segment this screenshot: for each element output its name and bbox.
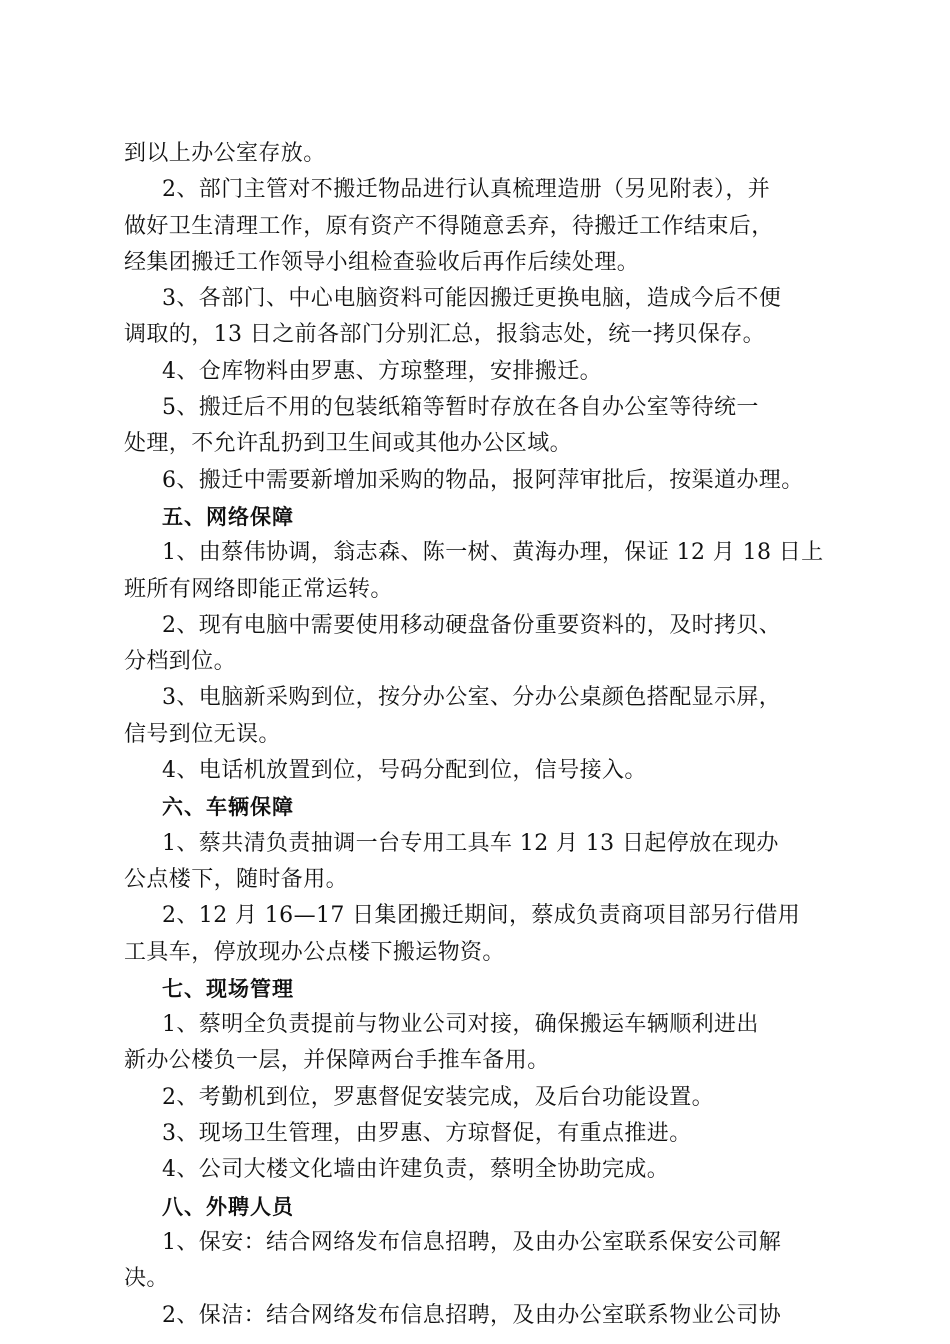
paragraph-line: 1、蔡明全负责提前与物业公司对接，确保搬运车辆顺利进出 bbox=[162, 1012, 759, 1038]
paragraph-line: 5、搬迁后不用的包装纸箱等暂时存放在各自办公室等待统一 bbox=[162, 395, 759, 421]
section-heading: 六、车辆保障 bbox=[162, 795, 294, 820]
paragraph-line: 经集团搬迁工作领导小组检查验收后再作后续处理。 bbox=[124, 249, 640, 275]
paragraph-line: 4、电话机放置到位，号码分配到位，信号接入。 bbox=[162, 758, 647, 784]
paragraph-line: 4、公司大楼文化墙由许建负责，蔡明全协助完成。 bbox=[162, 1157, 670, 1183]
paragraph-line: 分档到位。 bbox=[124, 649, 237, 675]
paragraph-line: 2、考勤机到位，罗惠督促安装完成，及后台功能设置。 bbox=[162, 1084, 714, 1110]
paragraph-line: 1、保安：结合网络发布信息招聘，及由办公室联系保安公司解 bbox=[162, 1229, 782, 1255]
paragraph-line: 6、搬迁中需要新增加采购的物品，报阿萍审批后，按渠道办理。 bbox=[162, 467, 804, 493]
paragraph-line: 2、保洁：结合网络发布信息招聘，及由办公室联系物业公司协 bbox=[162, 1302, 782, 1328]
section-heading: 八、外聘人员 bbox=[162, 1194, 294, 1219]
paragraph-line: 2、部门主管对不搬迁物品进行认真梳理造册（另见附表），并 bbox=[162, 177, 771, 203]
paragraph-line: 班所有网络即能正常运转。 bbox=[124, 576, 393, 602]
paragraph-line: 2、现有电脑中需要使用移动硬盘备份重要资料的，及时拷贝、 bbox=[162, 612, 782, 638]
paragraph-line: 调取的，13 日之前各部门分别汇总，报翁志处，统一拷贝保存。 bbox=[124, 322, 765, 348]
paragraph-line: 处理，不允许乱扔到卫生间或其他办公区域。 bbox=[124, 431, 573, 457]
paragraph-line: 做好卫生清理工作，原有资产不得随意丢弃，待搬迁工作结束后， bbox=[124, 213, 774, 239]
section-heading: 五、网络保障 bbox=[162, 504, 294, 529]
section-heading: 七、现场管理 bbox=[162, 976, 294, 1001]
paragraph-line: 3、各部门、中心电脑资料可能因搬迁更换电脑，造成今后不便 bbox=[162, 286, 782, 312]
document-body bbox=[124, 136, 828, 1334]
paragraph-line: 1、蔡共清负责抽调一台专用工具车 12 月 13 日起停放在现办 bbox=[162, 830, 779, 856]
paragraph-line: 2、12 月 16—17 日集团搬迁期间，蔡成负责商项目部另行借用 bbox=[162, 903, 801, 929]
paragraph-line: 3、电脑新采购到位，按分办公室、分办公桌颜色搭配显示屏， bbox=[162, 685, 782, 711]
paragraph-line: 工具车，停放现办公点楼下搬运物资。 bbox=[124, 939, 505, 965]
paragraph-line: 公点楼下，随时备用。 bbox=[124, 866, 349, 892]
paragraph-line: 4、仓库物料由罗惠、方琼整理，安排搬迁。 bbox=[162, 358, 602, 384]
paragraph-line: 1、由蔡伟协调，翁志森、陈一树、黄海办理，保证 12 月 18 日上 bbox=[162, 540, 824, 566]
paragraph-line: 到以上办公室存放。 bbox=[124, 141, 326, 166]
paragraph-line: 信号到位无误。 bbox=[124, 721, 281, 747]
paragraph-line: 决。 bbox=[124, 1266, 169, 1292]
paragraph-line: 新办公楼负一层，并保障两台手推车备用。 bbox=[124, 1048, 550, 1074]
paragraph-line: 3、现场卫生管理，由罗惠、方琼督促，有重点推进。 bbox=[162, 1121, 692, 1147]
